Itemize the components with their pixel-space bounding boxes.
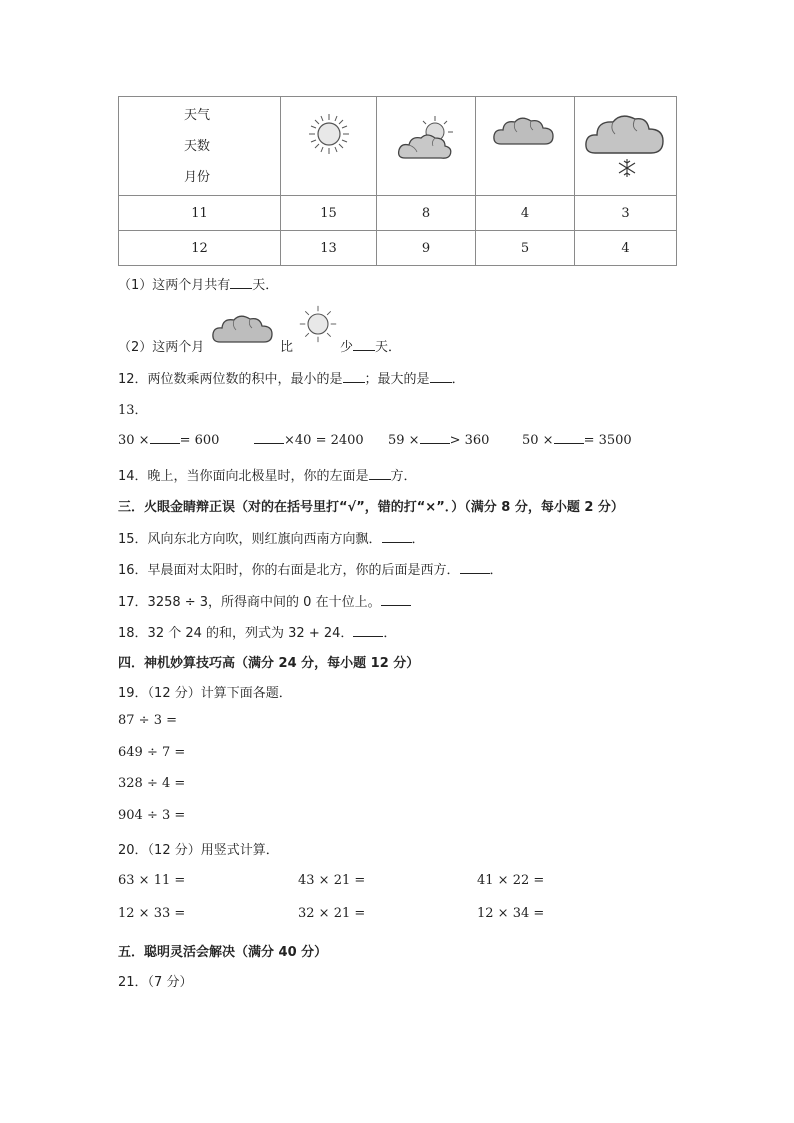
answer-blank[interactable] [230,276,252,289]
q20-item: 12 × 34 = [477,906,545,921]
cloudy-header-cell [476,97,575,196]
answer-blank[interactable] [382,530,412,543]
snowflake-icon [619,159,635,177]
answer-blank[interactable] [353,624,383,637]
days-cell: 4 [575,231,677,266]
q16: 16．早晨面对太阳时，你的右面是北方，你的后面是西方． ． [118,563,503,578]
answer-blank[interactable] [150,431,180,444]
snow-header-cell [575,97,677,196]
answer-blank[interactable] [460,561,490,574]
q20-item: 63 × 11 = [118,873,186,888]
cloudy-icon [491,110,559,150]
q13-item2: ×40 = 2400 [254,431,364,448]
answer-blank[interactable] [343,370,365,383]
answer-blank[interactable] [254,431,284,444]
section5-title: 五．聪明灵活会解决（满分 40 分） [118,945,328,960]
weather-table [118,96,677,266]
header-weather-label: 天气 [184,107,211,123]
days-cell: 15 [281,196,377,231]
days-cell: 5 [476,231,575,266]
days-cell: 4 [476,196,575,231]
q19-item: 904 ÷ 3 = [118,808,186,823]
table-row [119,231,677,266]
q19-title: 19．（12 分）计算下面各题． [118,686,292,701]
sun-icon [298,304,338,344]
q11-part1: （1）这两个月共有 天． [118,278,279,293]
sunny-header-cell [281,97,377,196]
table-header-row [119,97,677,196]
q14: 14．晚上，当你面向北极星时，你的左面是 方． [118,469,417,484]
q20-title: 20．（12 分）用竖式计算． [118,843,279,858]
q15: 15．风向东北方向吹，则红旗向西南方向飘． ． [118,532,425,547]
days-cell: 8 [377,196,476,231]
q20-item: 32 × 21 = [298,906,366,921]
days-cell: 9 [377,231,476,266]
section4-title: 四．神机妙算技巧高（满分 24 分，每小题 12 分） [118,656,420,671]
month-cell: 11 [119,196,281,231]
q13-number: 13． [118,403,148,418]
q18: 18．32 个 24 的和，列式为 32 + 24． ． [118,626,397,641]
q20-item: 43 × 21 = [298,873,366,888]
sun-cloud-icon [395,114,457,164]
q17: 17．3258 ÷ 3，所得商中间的 0 在十位上。 [118,591,411,610]
section3-title: 三．火眼金睛辩正误（对的在括号里打“√”，错的打“×”．）（满分 8 分，每小题 2 分） [118,500,624,515]
answer-blank[interactable] [369,467,391,480]
table-row [119,196,677,231]
answer-blank[interactable] [381,593,411,606]
q21-title: 21．（7 分） [118,975,193,990]
answer-blank[interactable] [420,431,450,444]
q19-item: 87 ÷ 3 = [118,713,177,728]
q13-item4: 50 × = 3500 [522,433,632,448]
cloudy-icon [210,308,278,348]
days-cell: 13 [281,231,377,266]
answer-blank[interactable] [554,431,584,444]
header-label-cell [119,97,281,196]
q20-item: 41 × 22 = [477,873,545,888]
header-month-label: 月份 [184,169,211,185]
q13-item1: 30 × = 600 [118,433,220,448]
sun-icon [307,112,351,156]
days-cell: 3 [575,196,677,231]
q19-item: 328 ÷ 4 = [118,776,186,791]
q20-item: 12 × 33 = [118,906,186,921]
partly-cloudy-header-cell [377,97,476,196]
q19-item: 649 ÷ 7 = [118,745,186,760]
q12: 12．两位数乘两位数的积中，最小的是 ；最大的是 ． [118,372,465,387]
month-cell: 12 [119,231,281,266]
worksheet-page: 天气 天数 月份 11 15 8 4 3 12 13 9 5 4 （1）这两个月共有 天． （2）这两个月 比 少 天． 12．两位数乘两位数的积中，最小的是 ；最大的是 ． 13． 30 × = 600 ×40 = 2400 59 × > 360 50 × = 3500 14．晚上，当你面向北极星时，你的左面是 方． 三．火眼金睛辩正误（对的在括号里打“√”，错的打“×”．）（满分 8 分，每小题 2 分） 15．风向东北方向吹，则红旗向西南方向飘． ． 16．早晨面对太阳时，你的右面是北方，你的后面是西方． ． 17．3258 ÷ 3，所得商中间的 0 在十位上。 18．32 个 24 的和，列式为 32 + 24． ． 四．神机妙算技巧高（满分 24 分，每小题 12 分） 19．（12 分）计算下面各题． 87 ÷ 3 = 649 ÷ 7 = 328 ÷ 4 = 904 ÷ 3 = 20．（12 分）用竖式计算． 63 × 11 = 43 × 21 = 41 × 22 = 12 × 33 = 32 × 21 = 12 × 34 = 五．聪明灵活会解决（满分 40 分） 21．（7 分） [0,0,794,1123]
snow-icon [583,107,669,181]
answer-blank[interactable] [353,338,375,351]
answer-blank[interactable] [430,370,452,383]
header-days-label: 天数 [184,138,211,154]
q13-item3: 59 × > 360 [388,433,490,448]
